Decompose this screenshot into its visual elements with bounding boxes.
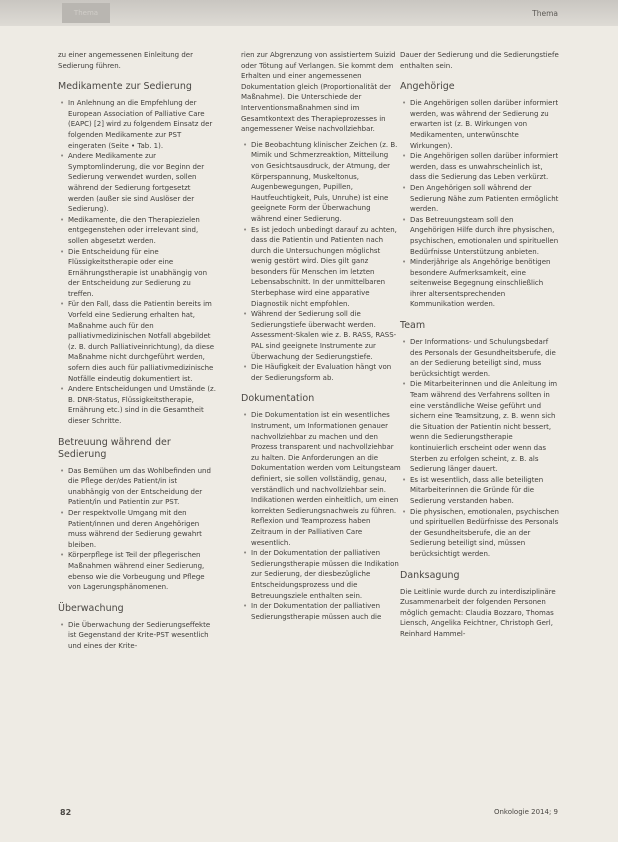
list-ueberwachung bbox=[58, 620, 218, 652]
list-dokumentation bbox=[241, 410, 401, 622]
list-item: • In der Dokumentation der palliativen Sedierungstherapie müssen auch die bbox=[241, 601, 401, 622]
list-item: • Den Angehörigen soll während der Sedierung Nähe zum Patienten ermöglicht werden. bbox=[400, 183, 560, 215]
column-2 bbox=[241, 50, 401, 626]
journal-footer: Onkologie 2014; 9 bbox=[493, 808, 558, 816]
list-team bbox=[400, 337, 560, 559]
heading-team: Team bbox=[400, 320, 426, 332]
list-item: • Andere Medikamente zur Symptomlinderung, die vor Beginn der Sedierung verwendet wurden, sollen während der Sedierung fortgesetzt werden (außer sie sind Auslöser der Sedierung). bbox=[58, 151, 218, 215]
list-item: • Es ist wesentlich, dass alle beteiligten Mitarbeiterinnen die Gründe für die Sedierung verstanden haben. bbox=[400, 475, 560, 507]
column-1 bbox=[58, 50, 218, 656]
list-item: • In Anlehnung an die Empfehlung der European Association of Palliative Care (EAPC) [2] wird zu folgendem Einsatz der folgenden Medikamente zur PST eingeraten (Seite • Tab. 1). bbox=[58, 98, 218, 151]
list-betreuung bbox=[58, 466, 218, 593]
continued-text: Dauer der Sedierung und die Sedierungstiefe enthalten sein. bbox=[400, 51, 559, 70]
list-medikamente bbox=[58, 98, 218, 426]
intro-text: zu einer angemessenen Einleitung der Sedierung führen. bbox=[58, 51, 193, 70]
list-item: • Die Häufigkeit der Evaluation hängt von der Sedierungsform ab. bbox=[241, 362, 401, 383]
heading-betreuung: Betreuung während der Sedierung bbox=[58, 436, 171, 460]
list-item: • Die Mitarbeiterinnen und die Anleitung im Team während des Verfahrens sollten in eine verständliche Weise geführt und sichern eine Teamsitzung, z. B. wenn sich die Situation der Patientin nicht bessert, wenn die Sedierungstherapie kontinuierlich erscheint oder wenn das Sterben zu erfolgen scheint, z. B. als Sedierung länger dauert. bbox=[400, 379, 560, 474]
running-header-bar bbox=[0, 0, 618, 26]
heading-medikamente: Medikamente zur Sedierung bbox=[58, 81, 192, 93]
list-item: • Es ist jedoch unbedingt darauf zu achten, dass die Patientin und Patienten nach durch die Untersuchungen möglichst wenig gestört wird. Dies gilt ganz besonders für Menschen im letzten Lebensabschnitt. In der unmittelbaren Sterbephase wird eine apparative Diagnostik nicht empfohlen. bbox=[241, 225, 401, 310]
heading-angehoerige: Angehörige bbox=[400, 81, 455, 93]
column-3 bbox=[400, 50, 560, 645]
heading-dokumentation: Dokumentation bbox=[241, 393, 315, 405]
list-item: • Medikamente, die den Therapiezielen entgegenstehen oder irrelevant sind, sollen abgesetzt werden. bbox=[58, 215, 218, 247]
list-item: • Körperpflege ist Teil der pflegerischen Maßnahmen während einer Sedierung, ebenso wie die Vorbeugung und Pflege von Lagerungsphänomenen. bbox=[58, 550, 218, 592]
list-item: • Minderjährige als Angehörige benötigen besondere Aufmerksamkeit, eine seitenweise Begegnung einschließlich ihrer altersentsprechenden Kommunikation werden. bbox=[400, 257, 560, 310]
running-header-label: Thema bbox=[532, 9, 558, 18]
list-angehoerige bbox=[400, 98, 560, 310]
list-item: • Andere Entscheidungen und Umstände (z. B. DNR-Status, Flüssigkeitstherapie, Ernährung etc.) sind in die Gesamtheit dieser Schritte. bbox=[58, 384, 218, 426]
list-item: • Die physischen, emotionalen, psychischen und spirituellen Bedürfnisse des Personals der Gesundheitsberufe, die an der Sedierung beteiligt sind, müssen berücksichtigt werden. bbox=[400, 507, 560, 560]
continued-text: rien zur Abgrenzung von assistiertem Suizid oder Tötung auf Verlangen. Sie kommt dem Erhalten und einer angemessenen Dokumentation gleich (Proportionalität der Maßnahme). Die Unterschiede der Interventionsmaßnahmen sind im Gesamtkontext des Therapieprozesses in angemessener Weise nachvollziehbar. bbox=[241, 51, 396, 134]
list-item: • Für den Fall, dass die Patientin bereits im Vorfeld eine Sedierung erhalten hat, Maßnahme auch für den palliativmedizinischen Notfall abgebildet (z. B. durch Palliativeinrichtung), da diese Maßnahme nicht durchgeführt werden, sofern dies auch für palliativmedizinische Notfälle eindeutig dokumentiert ist. bbox=[58, 299, 218, 384]
list-item: • Die Angehörigen sollen darüber informiert werden, was während der Sedierung zu erwarten ist (z. B. Wirkungen von Medikamenten, unterwünschte Wirkungen). bbox=[400, 98, 560, 151]
list-item: • Der Informations- und Schulungsbedarf des Personals der Gesundheitsberufe, die an der Sedierung beteiligt sind, muss berücksichtigt werden. bbox=[400, 337, 560, 379]
list-item: • Der respektvolle Umgang mit den Patient/innen und deren Angehörigen muss während der Sedierung gewahrt bleiben. bbox=[58, 508, 218, 550]
list-item: • Die Überwachung der Sedierungseffekte ist Gegenstand der Krite-PST wesentlich und eines der Krite- bbox=[58, 620, 218, 652]
section-tab: Thema bbox=[62, 3, 110, 23]
danksagung-text: Die Leitlinie wurde durch zu interdisziplinäre Zusammenarbeit der folgenden Personen möglich gemacht: Claudia Bozzaro, Thomas Liensch, Angelika Feichtner, Christoph Gerl, Reinhard Hammel- bbox=[400, 587, 556, 638]
list-item: • Während der Sedierung soll die Sedierungstiefe überwacht werden. Assessment-Skalen wie z. B. RASS, RASS-PAL sind geeignete Instrumente zur Überwachung der Sedierungstiefe. bbox=[241, 309, 401, 362]
heading-ueberwachung: Überwachung bbox=[58, 602, 124, 614]
list-item: • Die Entscheidung für eine Flüssigkeitstherapie oder eine Ernährungstherapie ist unabhängig von der Entscheidung zur Sedierung zu treffen. bbox=[58, 247, 218, 300]
list-item: • Die Angehörigen sollen darüber informiert werden, dass es unwahrscheinlich ist, dass die Sedierung das Leben verkürzt. bbox=[400, 151, 560, 183]
list-item: • Die Dokumentation ist ein wesentliches Instrument, um Informationen genauer nachvollziehbar zu machen und den Prozess transparent und nachvollziehbar zu halten. Die Anforderungen an die Dokumentation werden vom Leitungsteam definiert, sie sollen vollständig, genau, verständlich und nachvollziehbar sein. Indikationen werden einheitlich, um einen korrekten Sedierungsnachweis zu führen. Reflexion und Teamprozess haben Zeitraum in der Palliativen Care wesentlich. bbox=[241, 410, 401, 548]
list-item: • In der Dokumentation der palliativen Sedierungstherapie müssen die Indikation zur Sedierung, der diesbezügliche Entscheidungsprozess und die Betreuungsziele enthalten sein. bbox=[241, 548, 401, 601]
heading-danksagung: Danksagung bbox=[400, 569, 460, 581]
list-item: • Die Beobachtung klinischer Zeichen (z. B. Mimik und Schmerzreaktion, Mitteilung von Gesichtsausdruck, der Atmung, der Körperspannung, Muskeltonus, Augenbewegungen, Pupillen, Hautfeuchtigkeit, Puls, Unruhe) ist eine geeignete Form der Überwachung während einer Sedierung. bbox=[241, 140, 401, 225]
page-number: 82 bbox=[60, 808, 72, 817]
list-ueberwachung-cont bbox=[241, 140, 401, 384]
list-item: • Das Bemühen um das Wohlbefinden und die Pflege der/des Patient/in ist unabhängig von der Entscheidung der Patient/in und Patientin zur PST. bbox=[58, 466, 218, 508]
list-item: • Das Betreuungsteam soll den Angehörigen Hilfe durch ihre physischen, psychischen, emotionalen und spirituellen Bedürfnisse Unterstützung anbieten. bbox=[400, 215, 560, 257]
